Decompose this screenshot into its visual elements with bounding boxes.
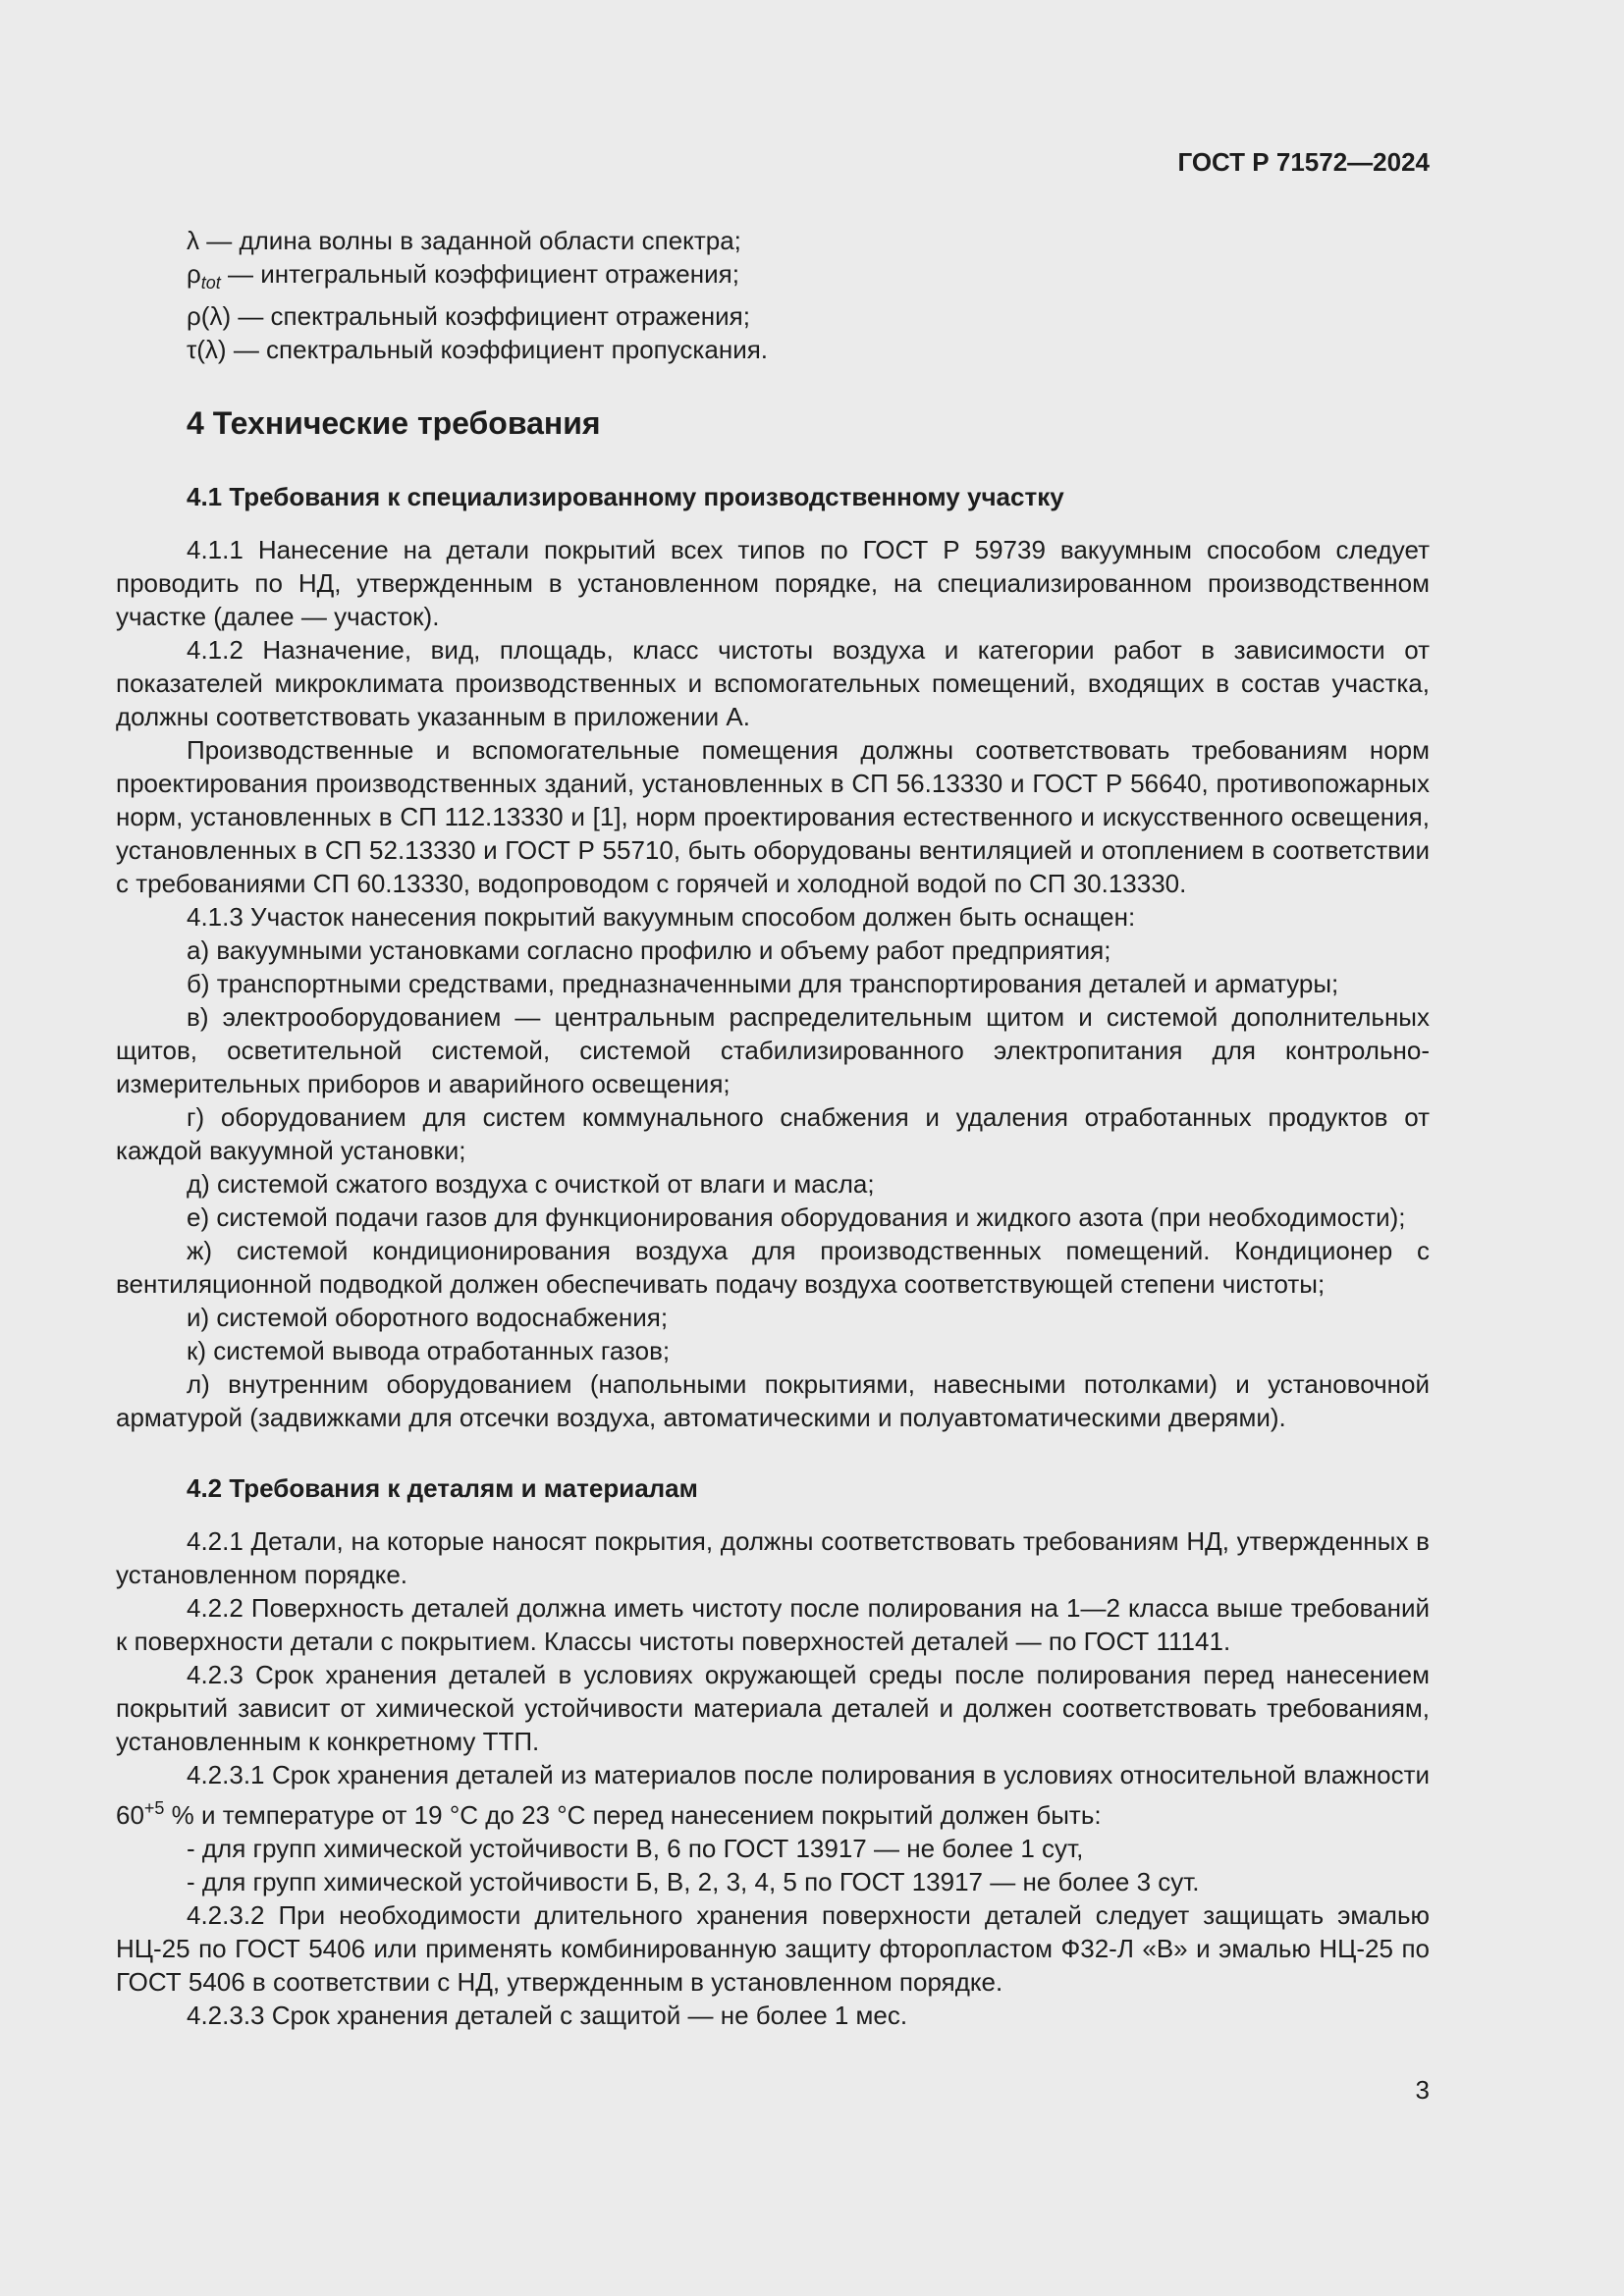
symbol-description: — спектральный коэффициент пропускания.	[226, 335, 769, 364]
symbol-subscript: tot	[200, 273, 221, 293]
subsection-heading: 4.1 Требования к специализированному производственному участку	[187, 482, 1064, 511]
page-content	[116, 224, 1430, 2032]
list-item: л) внутренним оборудованием (напольными покрытиями, навесными потолками) и установочной арматурой (задвижками для отсечки воздуха, автоматическими и полуавтоматическими дверями).	[116, 1369, 1430, 1432]
symbol-description: — интегральный коэффициент отражения;	[220, 259, 739, 289]
paragraph-text: 4.2.3.1 Срок хранения деталей из материалов после полирования в условиях относительной влажности 60	[116, 1760, 1430, 1830]
paragraph: Производственные и вспомогательные помещения должны соответствовать требованиям норм проектирования производственных зданий, установленных в СП 56.13330 и ГОСТ Р 56640, противопожарных норм, установленных в СП 112.13330 и [1], норм проектирования естественного и искусственного освещения, установленных в СП 52.13330 и ГОСТ Р 55710, быть оборудованы вентиляцией и отоплением в соответствии с требованиями СП 60.13330, водопроводом с горячей и холодной водой по СП 30.13330.	[116, 735, 1430, 898]
subsection-heading: 4.2 Требования к деталям и материалам	[187, 1473, 698, 1503]
list-item: а) вакуумными установками согласно профилю и объему работ предприятия;	[187, 935, 1111, 965]
list-item: г) оборудованием для систем коммунального снабжения и удаления отработанных продуктов от каждой вакуумной установки;	[116, 1102, 1430, 1165]
paragraph: 4.2.1 Детали, на которые наносят покрытия, должны соответствовать требованиям НД, утвержденных в установленном порядке.	[116, 1526, 1430, 1589]
symbol: τ(λ)	[187, 335, 227, 364]
subsection-4-2-body	[116, 1524, 1430, 2032]
symbol-item	[187, 299, 1430, 333]
paragraph-text: % и температуре от 19 °С до 23 °С перед нанесением покрытий должен быть:	[164, 1800, 1102, 1830]
subsection-4-1-body	[116, 533, 1430, 1434]
list-item: в) электрооборудованием — центральным распределительным щитом и системой дополнительных щитов, осветительной системой, системой стабилизированного электропитания для контрольно-измерительных приборов и аварийного освещения;	[116, 1002, 1430, 1098]
paragraph: 4.1.1 Нанесение на детали покрытий всех типов по ГОСТ Р 59739 вакуумным способом следует проводить по НД, утвержденным в установленном порядке, на специализированном производственном участке (далее — участок).	[116, 535, 1430, 631]
list-item: е) системой подачи газов для функционирования оборудования и жидкого азота (при необходимости);	[187, 1202, 1406, 1232]
list-item: - для групп химической устойчивости В, 6 по ГОСТ 13917 — не более 1 сут,	[187, 1834, 1084, 1863]
list-item: д) системой сжатого воздуха с очисткой от влаги и масла;	[187, 1169, 875, 1199]
list-item: к) системой вывода отработанных газов;	[187, 1336, 671, 1365]
paragraph: 4.1.2 Назначение, вид, площадь, класс чистоты воздуха и категории работ в зависимости от показателей микроклимата производственных и вспомогательных помещений, входящих в состав участка, должны соответствовать указанным в приложении А.	[116, 635, 1430, 731]
list-item: и) системой оборотного водоснабжения;	[187, 1303, 669, 1332]
superscript: +5	[143, 1798, 165, 1818]
symbol: ρ	[187, 259, 201, 289]
symbol-item	[187, 224, 1430, 257]
symbol-description: — длина волны в заданной области спектра;	[199, 226, 741, 255]
paragraph: 4.2.3.3 Срок хранения деталей с защитой — не более 1 мес.	[187, 2001, 908, 2030]
list-item: ж) системой кондиционирования воздуха для производственных помещений. Кондиционер с вентиляционной подводкой должен обеспечивать подачу воздуха соответствующей степени чистоты;	[116, 1236, 1430, 1299]
list-item: - для групп химической устойчивости Б, В, 2, 3, 4, 5 по ГОСТ 13917 — не более 3 сут.	[187, 1867, 1200, 1896]
section-heading: 4 Технические требования	[187, 405, 601, 441]
paragraph: 4.2.3 Срок хранения деталей в условиях окружающей среды после полирования перед нанесением покрытий зависит от химической устойчивости материала деталей и должен соответствовать требованиям, установленным к конкретному ТТП.	[116, 1660, 1430, 1756]
symbol: ρ(λ)	[187, 301, 232, 331]
list-item: б) транспортными средствами, предназначенными для транспортирования деталей и арматуры;	[187, 969, 1339, 998]
paragraph	[116, 1758, 1430, 1832]
paragraph: 4.1.3 Участок нанесения покрытий вакуумным способом должен быть оснащен:	[187, 902, 1136, 932]
symbols-list	[116, 224, 1430, 366]
symbol-description: — спектральный коэффициент отражения;	[231, 301, 750, 331]
page-number: 3	[1415, 2075, 1430, 2105]
document-id: ГОСТ Р 71572—2024	[1177, 147, 1430, 177]
symbol-item	[187, 257, 1430, 299]
paragraph: 4.2.2 Поверхность деталей должна иметь чистоту после полирования на 1—2 класса выше требований к поверхности детали с покрытием. Классы чистоты поверхностей деталей — по ГОСТ 11141.	[116, 1593, 1430, 1656]
symbol: λ	[187, 226, 199, 255]
paragraph: 4.2.3.2 При необходимости длительного хранения поверхности деталей следует защищать эмалью НЦ-25 по ГОСТ 5406 или применять комбинированную защиту фторопластом Ф32-Л «В» и эмалью НЦ-25 по ГОСТ 5406 в соответствии с НД, утвержденным в установленном порядке.	[116, 1900, 1430, 1997]
symbol-item	[187, 333, 1430, 366]
